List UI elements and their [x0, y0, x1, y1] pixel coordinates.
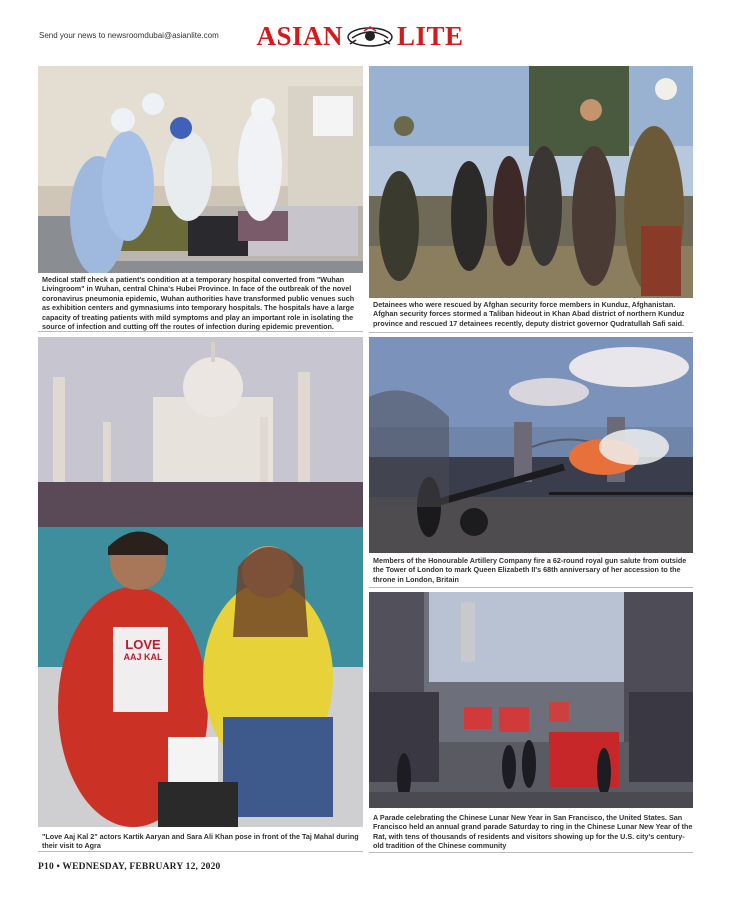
footer-separator: •	[53, 862, 63, 872]
photo-london-gun-salute[interactable]	[369, 337, 693, 553]
caption-taj-mahal: "Love Aaj Kal 2" actors Kartik Aaryan and Sara Ali Khan pose in front of the Taj Mahal during their visit to Agra	[42, 832, 359, 851]
shirt-print	[111, 638, 175, 664]
divider	[369, 852, 693, 853]
divider	[369, 587, 693, 588]
brand-right: LITE	[396, 20, 464, 51]
shirt-text-line2: AAJ KAL	[123, 652, 163, 662]
page-footer	[38, 862, 221, 872]
issue-date: WEDNESDAY, FEBRUARY 12, 2020	[62, 862, 221, 872]
divider	[38, 851, 363, 852]
photo-kunduz-detainees[interactable]	[369, 66, 693, 298]
caption-wuhan: Medical staff check a patient's condition at a temporary hospital converted from "Wuhan Livingroom" in Wuhan, central China's Hubei Province. In face of the outbreak of the novel coronavirus pneumonia epidemic, Wuhan authorities have transformed public venues such as exhibition centers and gymnasiums into temporary hospitals. The hospitals have a large capacity of treating patients with mild symptoms and play an important role in isolating the source of infection and cutting off the routes of infection during epidemic prevention.	[42, 275, 355, 332]
brand-left: ASIAN	[256, 20, 343, 51]
shirt-text-line1: LOVE	[125, 637, 161, 652]
masthead-logo[interactable]	[243, 22, 477, 50]
divider	[369, 332, 693, 333]
photo-taj-mahal-actors[interactable]	[38, 337, 363, 827]
photo-san-francisco-parade[interactable]	[369, 592, 693, 808]
caption-london: Members of the Honourable Artillery Company fire a 62-round royal gun salute from outside the Tower of London to mark Queen Elizabeth II's 68th anniversary of her accession to the throne in London, Britain	[373, 556, 687, 584]
caption-san-francisco: A Parade celebrating the Chinese Lunar New Year in San Francisco, the United States. San Francisco held an annual grand parade Saturday to ring in the Chinese Lunar New Year of the Rat, with tens of thousands of residents and visitors showing up for the U.S. city's century-old tradition of the Chinese community	[373, 813, 693, 851]
contact-line: Send your news to newsroomdubai@asianlite.com	[39, 31, 219, 40]
emblem-icon	[346, 24, 394, 48]
page-number: P10	[38, 862, 54, 872]
caption-kunduz: Detainees who were rescued by Afghan security force members in Kunduz, Afghanistan. Afghan security forces stormed a Taliban hideout in Khan Abad district of northern Kunduz province and rescued 17 detainees recently, deputy district governor Qudratullah Safi said.	[373, 300, 685, 328]
photo-wuhan-hospital[interactable]	[38, 66, 363, 273]
divider	[38, 331, 363, 332]
